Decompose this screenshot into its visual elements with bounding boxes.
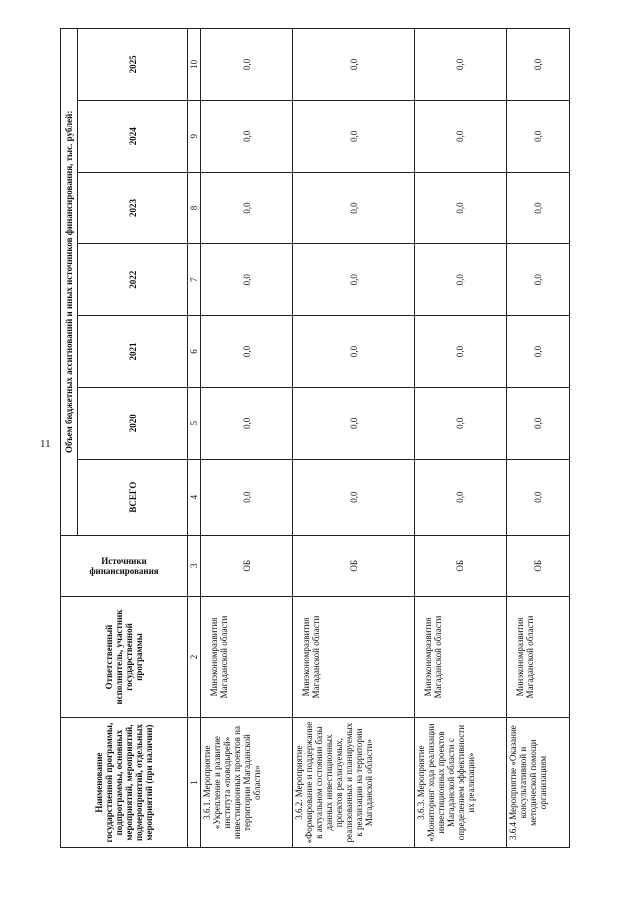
row-value-2023: 0,0 <box>201 172 293 244</box>
header-year-2021: 2021 <box>78 316 188 388</box>
header-name: Наименование государственной программы, подпрограммы, основных мероприятий, мероприятий, подмероприятий, отдельных мероприятий (при наличии) <box>61 718 188 848</box>
row-value-2023: 0,0 <box>414 172 506 244</box>
header-year-2025: 2025 <box>78 29 188 101</box>
row-name: 3.6.2. Мероприятие «Формирование и поддержание в актуальном состоянии базы данных инвестиционных проектов реализуемых, реализованных и планируемых к реализации на территории Магаданской области» <box>293 718 415 848</box>
col-num-1: 1 <box>188 718 201 848</box>
row-value-total: 0,0 <box>201 459 293 535</box>
row-value-2020: 0,0 <box>507 387 570 459</box>
row-value-2022: 0,0 <box>293 244 415 316</box>
col-num-2: 2 <box>188 596 201 717</box>
row-source: ОБ <box>507 535 570 596</box>
table-row <box>201 29 293 848</box>
header-source-line1: Источники <box>101 555 147 566</box>
row-value-2024: 0,0 <box>293 100 415 172</box>
row-value-2025: 0,0 <box>201 29 293 101</box>
row-value-2024: 0,0 <box>414 100 506 172</box>
row-value-2022: 0,0 <box>414 244 506 316</box>
row-responsible: Минэкономразвития Магаданской области <box>201 596 293 717</box>
row-source: ОБ <box>414 535 506 596</box>
row-responsible: Минэкономразвития Магаданской области <box>414 596 506 717</box>
row-source: ОБ <box>201 535 293 596</box>
row-value-2022: 0,0 <box>201 244 293 316</box>
row-value-2023: 0,0 <box>293 172 415 244</box>
row-value-total: 0,0 <box>293 459 415 535</box>
row-value-2024: 0,0 <box>507 100 570 172</box>
row-name: 3.6.1. Мероприятие «Укрепление и развитие института «поводырей» инвестиционных проектов на территории Магаданской области» <box>201 718 293 848</box>
row-value-2023: 0,0 <box>507 172 570 244</box>
row-source: ОБ <box>293 535 415 596</box>
row-value-2020: 0,0 <box>293 387 415 459</box>
col-num-5: 5 <box>188 387 201 459</box>
row-value-total: 0,0 <box>507 459 570 535</box>
header-year-2023: 2023 <box>78 172 188 244</box>
row-value-2021: 0,0 <box>507 316 570 388</box>
header-responsible: Ответственный исполнитель, участник государственной программы <box>61 596 188 717</box>
row-value-2020: 0,0 <box>414 387 506 459</box>
header-year-total: ВСЕГО <box>78 459 188 535</box>
header-row-1 <box>61 29 78 848</box>
column-number-row <box>188 29 201 848</box>
header-source-line2: финансирования <box>89 565 159 576</box>
row-value-2022: 0,0 <box>507 244 570 316</box>
col-num-3: 3 <box>188 535 201 596</box>
col-num-10: 10 <box>188 29 201 101</box>
header-volume: Объем бюджетных ассигнований и иных источников финансирования, тыс. рублей: <box>61 29 78 536</box>
row-value-2025: 0,0 <box>293 29 415 101</box>
col-num-8: 8 <box>188 172 201 244</box>
row-name: 3.6.3. Мероприятие «Мониторинг хода реализации инвестиционных проектов Магаданской области с определением эффективности их реализации» <box>414 718 506 848</box>
header-year-2024: 2024 <box>78 100 188 172</box>
row-value-2025: 0,0 <box>414 29 506 101</box>
header-source <box>61 535 188 596</box>
row-value-2021: 0,0 <box>293 316 415 388</box>
table-row <box>414 29 506 848</box>
row-responsible: Минэкономразвития Магаданской области <box>507 596 570 717</box>
col-num-7: 7 <box>188 244 201 316</box>
row-value-2024: 0,0 <box>201 100 293 172</box>
row-name: 3.6.4 Мероприятие «Оказание консультативной и методической помощи организациям <box>507 718 570 848</box>
financing-table <box>60 28 570 848</box>
row-value-2021: 0,0 <box>414 316 506 388</box>
header-year-2020: 2020 <box>78 387 188 459</box>
row-value-2021: 0,0 <box>201 316 293 388</box>
col-num-4: 4 <box>188 459 201 535</box>
row-value-2020: 0,0 <box>201 387 293 459</box>
row-responsible: Минэкономразвития Магаданской области <box>293 596 415 717</box>
table-row <box>293 29 415 848</box>
row-value-2025: 0,0 <box>507 29 570 101</box>
page-number: 11 <box>40 438 51 450</box>
row-value-total: 0,0 <box>414 459 506 535</box>
header-year-2022: 2022 <box>78 244 188 316</box>
table-row <box>507 29 570 848</box>
col-num-6: 6 <box>188 316 201 388</box>
col-num-9: 9 <box>188 100 201 172</box>
